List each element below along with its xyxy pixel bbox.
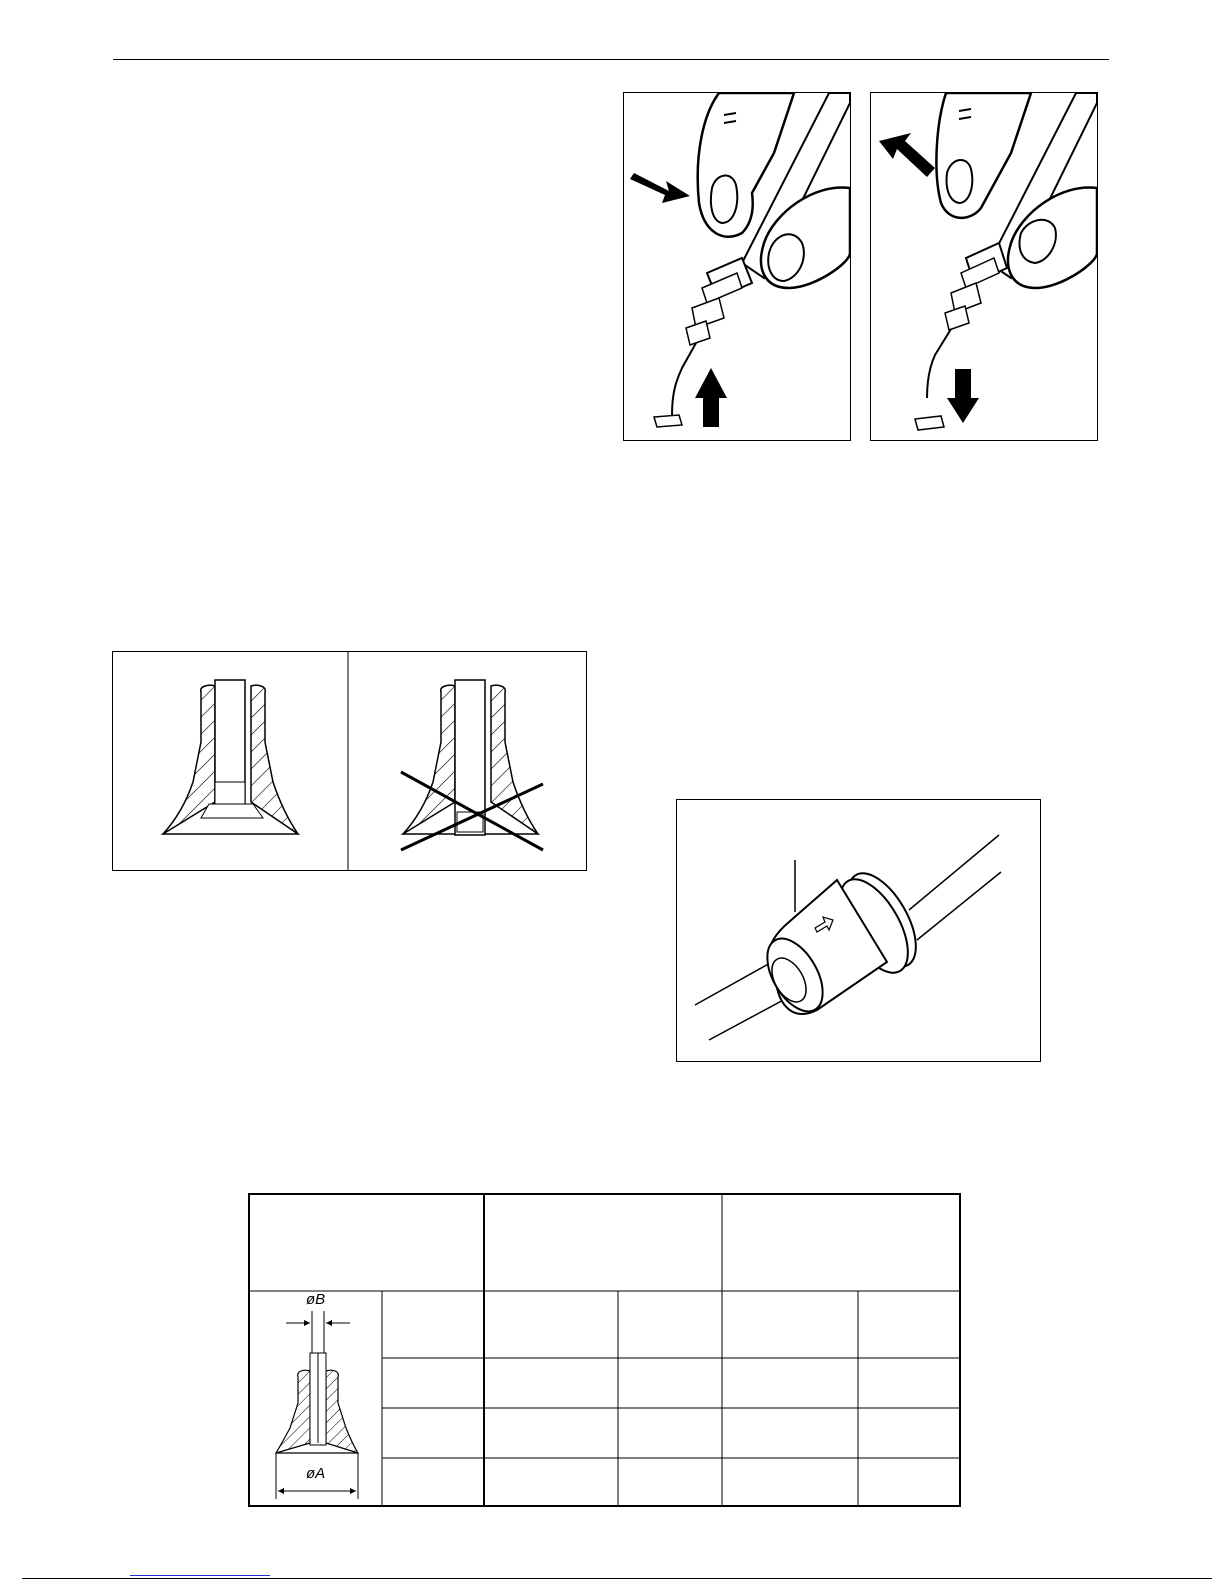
footer-rule	[22, 1578, 1212, 1579]
hand-pressing-vacuum-pen-icon	[624, 93, 850, 440]
figure-pen-release	[870, 92, 1098, 441]
nozzle-tip-correct-icon	[163, 680, 298, 834]
inline-valve-connector-icon	[677, 800, 1040, 1061]
header-rule	[113, 59, 1109, 60]
dim-a-label: øA	[306, 1465, 326, 1482]
figure-tip-comparison	[112, 651, 587, 871]
footer-link-underline[interactable]	[130, 1575, 270, 1576]
hand-releasing-vacuum-pen-icon	[871, 93, 1097, 440]
nozzle-table	[248, 1193, 961, 1507]
dim-b-label: øB	[306, 1291, 326, 1308]
figure-valve-connector	[676, 799, 1041, 1062]
nozzle-dimension-diagram	[252, 1293, 380, 1503]
figure-pen-press	[623, 92, 851, 441]
nozzle-tip-incorrect-icon	[401, 680, 543, 850]
